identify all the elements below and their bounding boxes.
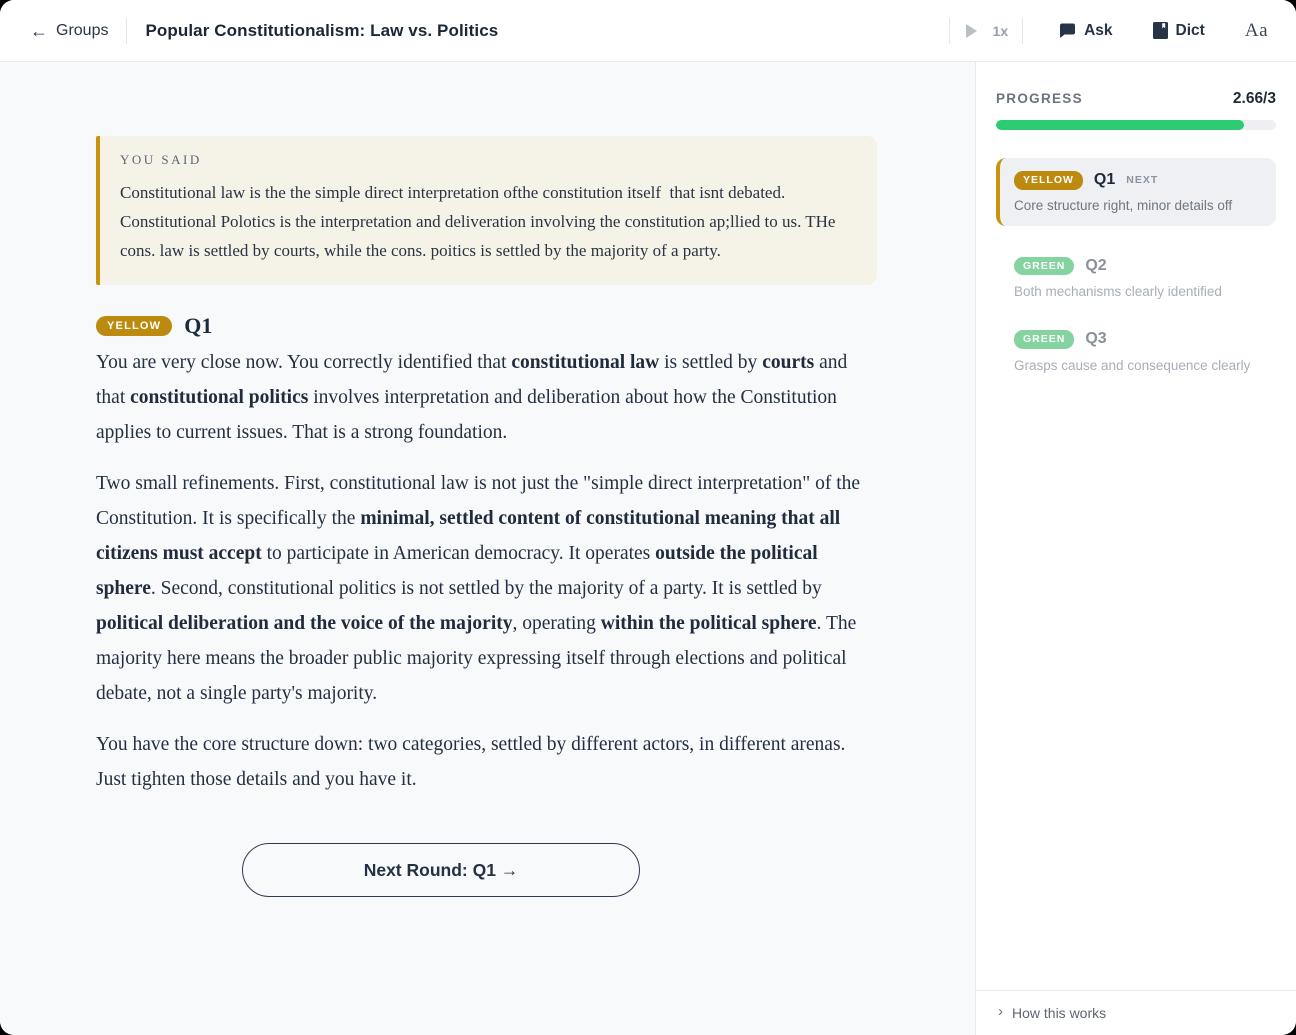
progress-header [996,90,1276,108]
progress-fill [996,120,1244,130]
next-tag: NEXT [1126,174,1159,187]
playback-speed-label[interactable]: 1x [992,22,1009,39]
progress-bar [996,120,1276,130]
back-to-groups-link[interactable] [30,22,108,40]
question-id: Q1 [184,313,213,338]
you-said-text: Constitutional law is the the simple direct interpretation ofthe constitution itself that isnt debated. Constitutional Polotics is the interpretation and deliveration involving the constitution ap;llied to us. THe cons. law is settled by courts, while the cons. poitics is settled by the majority of a party. [120,183,840,260]
question-heading [96,313,877,339]
you-said-label: YOU SAID [120,152,202,167]
how-this-works-link[interactable] [976,990,1296,1035]
progress-label: PROGRESS [996,91,1083,106]
top-bar [0,0,1296,62]
grade-badge-yellow: YELLOW [96,316,172,335]
dict-label: Dict [1175,21,1205,39]
dictionary-book-icon [1153,22,1168,39]
ask-label: Ask [1084,21,1113,39]
page-title: Popular Constitutionalism: Law vs. Politics [145,20,499,40]
feedback-paragraph: Two small refinements. First, constitutional law is not just the "simple direct interpretation" of the Constitution. It is specifically the minimal, settled content of constitutional meaning that all citizens must accept to participate in American democracy. It operates outside the political sphere. Second, constitutional politics is not settled by the majority of a party. It is settled by political deliberation and the voice of the majority, operating within the political sphere. The majority here means the broader public majority expressing itself through elections and political debate, not a single party's majority. [96,473,861,704]
chevron-right-icon: › [998,1003,1003,1020]
how-this-works-label: How this works [1012,1004,1107,1021]
next-round-button[interactable]: Next Round: Q1 → [242,843,640,897]
feedback-panel [0,62,975,1035]
question-summary: Both mechanisms clearly identified [1014,284,1222,300]
divider [126,18,127,44]
progress-sidebar [975,62,1296,1035]
divider [1022,18,1023,44]
question-card-q1[interactable] [996,158,1276,226]
back-label: Groups [56,21,109,39]
grade-badge-green: GREEN [1014,330,1074,349]
grade-badge-yellow: YELLOW [1014,171,1083,190]
question-id: Q1 [1093,171,1116,189]
chat-bubble-icon [1059,23,1076,39]
back-arrow-icon: ← [30,20,48,41]
feedback-paragraph: You have the core structure down: two categories, settled by different actors, in different arenas. Just tighten those details and you have it. [96,734,846,790]
question-id: Q3 [1085,330,1107,348]
feedback-text [96,345,877,797]
grade-badge-green: GREEN [1014,257,1074,276]
question-summary: Grasps cause and consequence clearly [1014,357,1251,373]
question-id: Q2 [1085,256,1107,274]
question-summary: Core structure right, minor details off [1014,197,1233,213]
question-item-q3[interactable] [996,330,1276,373]
play-icon [966,24,977,38]
dict-button[interactable] [1149,18,1209,44]
font-size-button[interactable]: Aa [1241,16,1272,46]
ask-button[interactable] [1055,18,1116,44]
feedback-paragraph: You are very close now. You correctly identified that constitutional law is settled by courts and that constitutional politics involves interpretation and deliberation about how the Constitution applies to current issues. That is a strong foundation. [96,352,848,443]
progress-value: 2.66/3 [1232,90,1276,107]
you-said-quote [96,136,877,285]
play-button[interactable] [964,24,979,38]
question-item-q2[interactable] [996,257,1276,300]
divider [949,18,950,44]
